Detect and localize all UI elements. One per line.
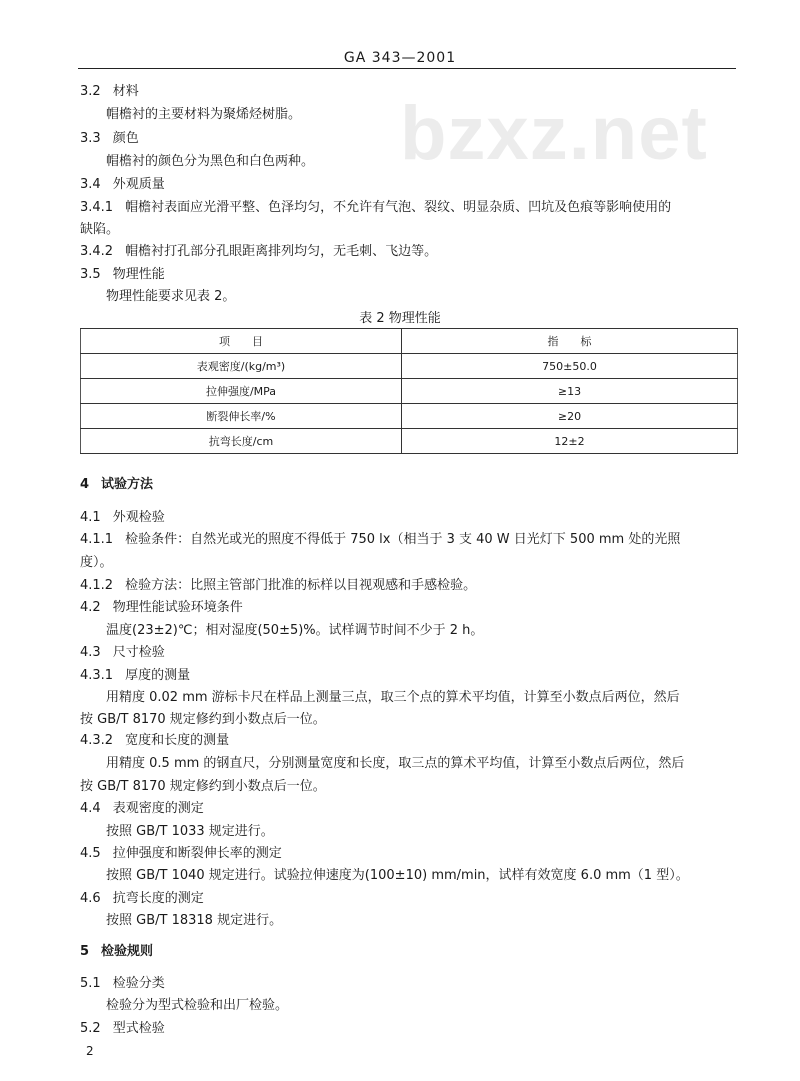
column-header: 项 目	[81, 329, 402, 354]
paragraph: 温度(23±2)℃；相对湿度(50±5)%。试样调节时间不少于 2 h。	[106, 623, 484, 638]
watermark: bzxz.net	[400, 91, 708, 176]
section-heading: 5.2 型式检验	[80, 1021, 165, 1036]
paragraph: 按照 GB/T 1040 规定进行。试验拉伸速度为(100±10) mm/min，试样有效宽度 6.0 mm（1 型）。	[106, 868, 689, 883]
table-caption: 表 2 物理性能	[359, 311, 441, 326]
chapter-heading: 5 检验规则	[80, 944, 154, 959]
table-cell: 750±50.0	[402, 354, 738, 379]
table-row	[81, 404, 738, 429]
table-cell: 抗弯长度/cm	[81, 429, 402, 454]
section-heading: 4.3 尺寸检验	[80, 645, 165, 660]
table-cell: 表观密度/(kg/m³)	[81, 354, 402, 379]
paragraph: 用精度 0.5 mm 的钢直尺，分别测量宽度和长度，取三点的算术平均值，计算至小数点后两位，然后	[106, 756, 685, 771]
table-cell: ≥13	[402, 379, 738, 404]
section-heading: 3.4 外观质量	[80, 177, 165, 192]
paragraph: 按照 GB/T 1033 规定进行。	[106, 824, 274, 839]
paragraph: 检验分为型式检验和出厂检验。	[106, 998, 289, 1013]
clause: 3.4.2 帽檐衬打孔部分孔眼距离排列均匀，无毛刺、飞边等。	[80, 244, 438, 259]
clause: 4.1.2 检验方法：比照主管部门批准的标样以目视观感和手感检验。	[80, 578, 477, 593]
paragraph: 帽檐衬的颜色分为黑色和白色两种。	[106, 154, 315, 169]
table-row	[81, 379, 738, 404]
section-heading: 4.1 外观检验	[80, 510, 165, 525]
paragraph-continuation: 按 GB/T 8170 规定修约到小数点后一位。	[80, 779, 326, 794]
table-row	[81, 429, 738, 454]
section-heading: 5.1 检验分类	[80, 976, 165, 991]
table-cell: 12±2	[402, 429, 738, 454]
table-header-row	[81, 329, 738, 354]
section-heading: 4.4 表观密度的测定	[80, 801, 204, 816]
clause: 4.3.2 宽度和长度的测量	[80, 733, 230, 748]
paragraph-continuation: 按 GB/T 8170 规定修约到小数点后一位。	[80, 712, 326, 727]
clause-continuation: 度）。	[80, 555, 113, 570]
paragraph: 帽檐衬的主要材料为聚烯烃树脂。	[106, 107, 302, 122]
paragraph: 按照 GB/T 18318 规定进行。	[106, 913, 283, 928]
standard-code-header: GA 343—2001	[343, 50, 457, 66]
page-number: 2	[86, 1044, 94, 1058]
chapter-heading: 4 试验方法	[80, 477, 154, 492]
section-heading: 4.5 拉伸强度和断裂伸长率的测定	[80, 846, 282, 861]
table-cell: 拉伸强度/MPa	[81, 379, 402, 404]
section-heading: 3.3 颜色	[80, 131, 139, 146]
paragraph: 物理性能要求见表 2。	[106, 289, 236, 304]
section-heading: 3.5 物理性能	[80, 267, 165, 282]
table-row	[81, 354, 738, 379]
section-heading: 3.2 材料	[80, 84, 139, 99]
column-header: 指 标	[402, 329, 738, 354]
clause: 3.4.1 帽檐衬表面应光滑平整、色泽均匀，不允许有气泡、裂纹、明显杂质、凹坑及色痕等影响使用的	[80, 200, 672, 215]
clause: 4.3.1 厚度的测量	[80, 668, 191, 683]
clause: 4.1.1 检验条件：自然光或光的照度不得低于 750 lx（相当于 3 支 40 W 日光灯下 500 mm 处的光照	[80, 532, 681, 547]
header-rule	[78, 68, 736, 69]
section-heading: 4.6 抗弯长度的测定	[80, 891, 204, 906]
paragraph: 用精度 0.02 mm 游标卡尺在样品上测量三点，取三个点的算术平均值，计算至小数点后两位，然后	[106, 690, 680, 705]
physical-properties-table	[80, 328, 738, 454]
section-heading: 4.2 物理性能试验环境条件	[80, 600, 243, 615]
table-cell: ≥20	[402, 404, 738, 429]
clause-continuation: 缺陷。	[80, 222, 120, 237]
table-cell: 断裂伸长率/%	[81, 404, 402, 429]
